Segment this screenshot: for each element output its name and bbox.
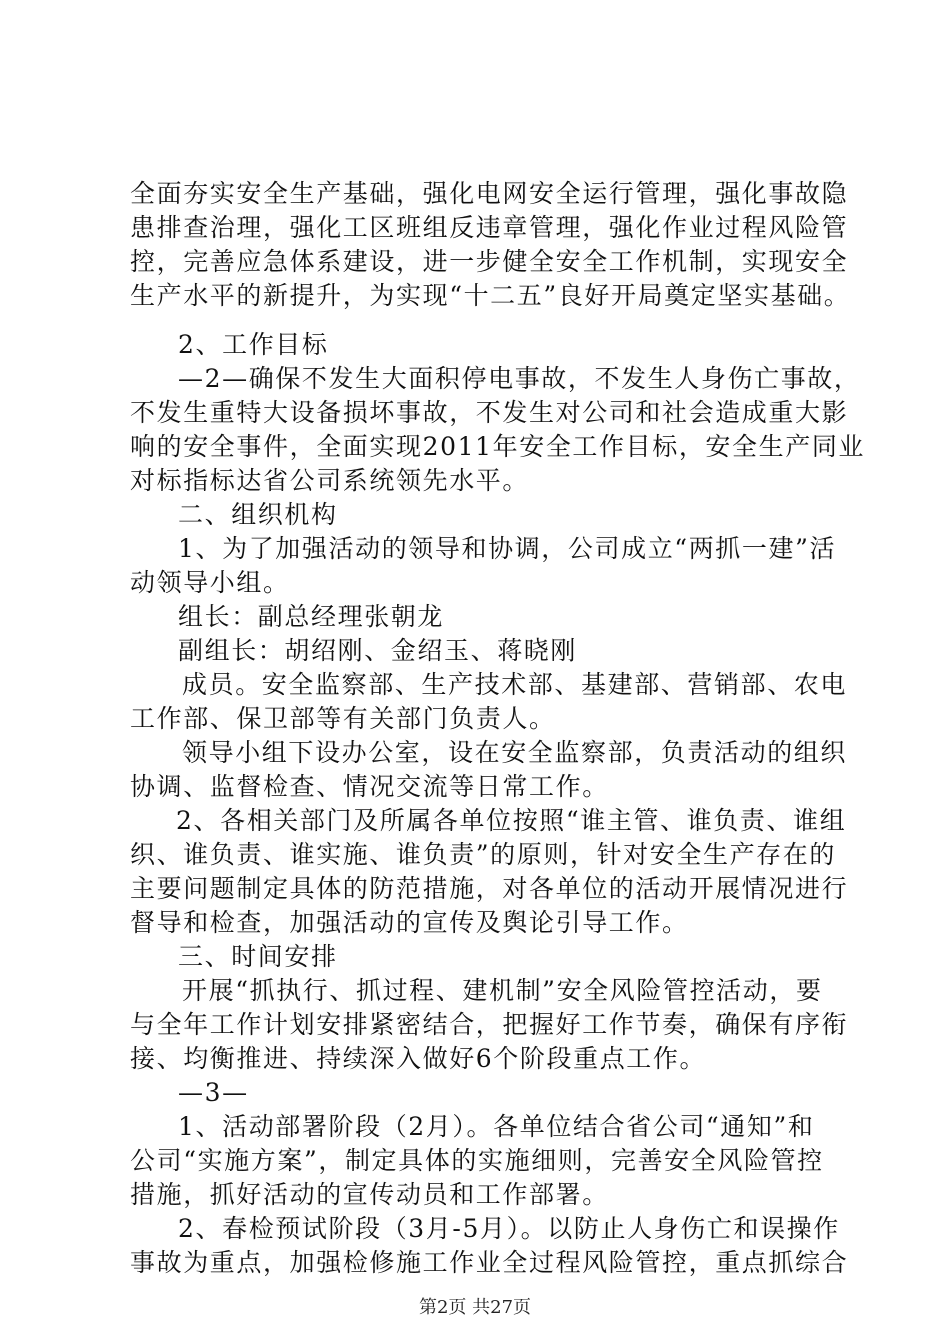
text-line: 组长：副总经理张朝龙 <box>178 602 445 631</box>
text-line: 接、均衡推进、持续深入做好6个阶段重点工作。 <box>130 1044 707 1073</box>
text-line: 成员。安全监察部、生产技术部、基建部、营销部、农电 <box>182 670 848 699</box>
page-marker: —3— <box>178 1078 249 1107</box>
text-line: 副组长：胡绍刚、金绍玉、蒋晓刚 <box>178 636 578 665</box>
text-line: 督导和检查，加强活动的宣传及舆论引导工作。 <box>130 908 689 937</box>
text-line: 1、为了加强活动的领导和协调，公司成立“两抓一建”活 <box>178 534 837 563</box>
text-line: 动领导小组。 <box>130 568 290 597</box>
section-heading: 二、组织机构 <box>178 500 338 529</box>
section-heading: 2、工作目标 <box>178 330 329 359</box>
text-line: 事故为重点，加强检修施工作业全过程风险管控，重点抓综合 <box>130 1248 849 1277</box>
text-line: 2、春检预试阶段（3月-5月）。以防止人身伤亡和误操作 <box>178 1214 840 1243</box>
text-line: 对标指标达省公司系统领先水平。 <box>130 466 530 495</box>
text-line: 织、谁负责、谁实施、谁负责”的原则，针对安全生产存在的 <box>130 840 836 869</box>
text-line: 全面夯实安全生产基础，强化电网安全运行管理，强化事故隐 <box>130 179 849 208</box>
text-line: 生产水平的新提升，为实现“十二五”良好开局奠定坚实基础。 <box>130 281 851 310</box>
text-line: 公司“实施方案”，制定具体的实施细则，完善安全风险管控 <box>130 1146 824 1175</box>
text-line: 1、活动部署阶段（2月）。各单位结合省公司“通知”和 <box>178 1112 815 1141</box>
section-heading: 三、时间安排 <box>178 942 338 971</box>
text-line: 不发生重特大设备损坏事故，不发生对公司和社会造成重大影 <box>130 398 849 427</box>
text-line: 2、各相关部门及所属各单位按照“谁主管、谁负责、谁组 <box>176 806 847 835</box>
page-footer: 第2页 共27页 <box>418 1297 532 1318</box>
text-line: 开展“抓执行、抓过程、建机制”安全风险管控活动，要 <box>182 976 823 1005</box>
text-line: 主要问题制定具体的防范措施，对各单位的活动开展情况进行 <box>130 874 849 903</box>
text-line: 协调、监督检查、情况交流等日常工作。 <box>130 772 609 801</box>
text-line: 响的安全事件，全面实现2011年安全工作目标，安全生产同业 <box>130 432 866 461</box>
text-line: 患排查治理，强化工区班组反违章管理，强化作业过程风险管 <box>130 213 849 242</box>
text-line: —2—确保不发生大面积停电事故，不发生人身伤亡事故， <box>178 364 861 393</box>
text-line: 控，完善应急体系建设，进一步健全安全工作机制，实现安全 <box>130 247 849 276</box>
text-line: 工作部、保卫部等有关部门负责人。 <box>130 704 556 733</box>
text-line: 领导小组下设办公室，设在安全监察部，负责活动的组织 <box>182 738 848 767</box>
text-line: 措施，抓好活动的宣传动员和工作部署。 <box>130 1180 609 1209</box>
text-line: 与全年工作计划安排紧密结合，把握好工作节奏，确保有序衔 <box>130 1010 849 1039</box>
